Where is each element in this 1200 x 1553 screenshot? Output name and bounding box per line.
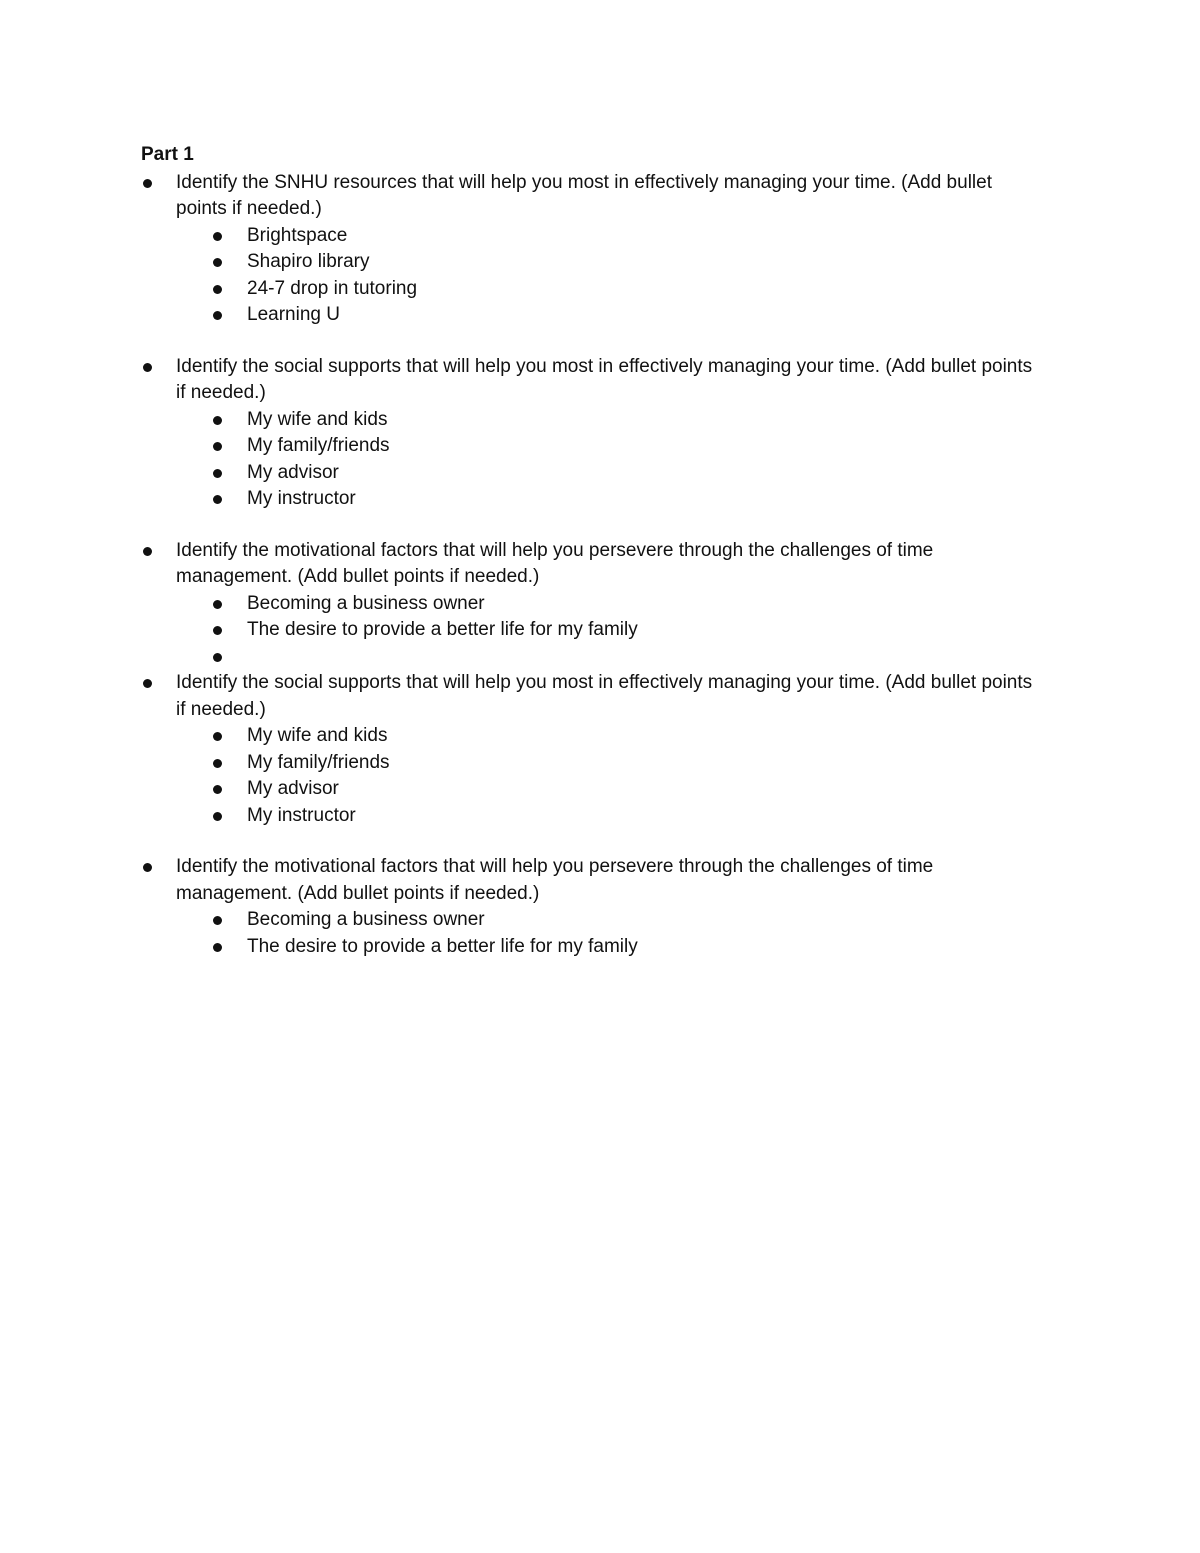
bullet-icon <box>143 863 152 872</box>
bullet-icon <box>143 179 152 188</box>
bullet-icon <box>213 416 222 425</box>
section-5 <box>141 854 1041 960</box>
list-item: The desire to provide a better life for my family <box>212 934 1041 961</box>
section-4 <box>141 670 1041 829</box>
list-item: Becoming a business owner <box>212 591 1041 618</box>
section-prompt: Identify the SNHU resources that will help you most in effectively managing your time. (Add bullet points if needed.) <box>176 171 992 219</box>
bullet-icon <box>143 363 152 372</box>
bullet-icon <box>213 285 222 294</box>
bullet-icon <box>213 258 222 267</box>
list-item-empty <box>212 644 1041 671</box>
list-item: Shapiro library <box>212 249 1041 276</box>
section-3 <box>141 538 1041 671</box>
list-item: My advisor <box>212 776 1041 803</box>
sub-list <box>176 723 1041 829</box>
bullet-icon <box>213 653 222 662</box>
list-item: My instructor <box>212 486 1041 513</box>
list-item: My wife and kids <box>212 407 1041 434</box>
bullet-icon <box>213 785 222 794</box>
bullet-icon <box>213 495 222 504</box>
sub-list <box>176 591 1041 671</box>
section-prompt: Identify the motivational factors that will help you persevere through the challenges of time management. (Add bullet points if needed.) <box>176 856 934 904</box>
bullet-icon <box>213 311 222 320</box>
section-prompt: Identify the motivational factors that will help you persevere through the challenges of time management. (Add bullet points if needed.) <box>176 539 934 587</box>
page-heading: Part 1 <box>141 144 194 165</box>
list-item: 24-7 drop in tutoring <box>212 276 1041 303</box>
list-item: My wife and kids <box>212 723 1041 750</box>
document-content <box>141 142 1041 960</box>
section-prompt: Identify the social supports that will help you most in effectively managing your time. (Add bullet points if needed.) <box>176 672 1033 720</box>
section-2 <box>141 354 1041 513</box>
bullet-icon <box>213 469 222 478</box>
list-item: Brightspace <box>212 223 1041 250</box>
bullet-icon <box>213 232 222 241</box>
list-item: My family/friends <box>212 750 1041 777</box>
list-item: Learning U <box>212 302 1041 329</box>
sub-list <box>176 223 1041 329</box>
section-prompt: Identify the social supports that will help you most in effectively managing your time. (Add bullet points if needed.) <box>176 355 1033 403</box>
sub-list <box>176 407 1041 513</box>
bullet-icon <box>213 943 222 952</box>
bullet-icon <box>213 812 222 821</box>
bullet-icon <box>143 547 152 556</box>
list-item: My instructor <box>212 803 1041 830</box>
sub-list <box>176 907 1041 960</box>
bullet-icon <box>213 626 222 635</box>
bullet-icon <box>213 759 222 768</box>
bullet-icon <box>143 679 152 688</box>
bullet-icon <box>213 600 222 609</box>
list-item: My family/friends <box>212 433 1041 460</box>
bullet-icon <box>213 916 222 925</box>
bullet-icon <box>213 442 222 451</box>
bullet-icon <box>213 732 222 741</box>
list-item: The desire to provide a better life for my family <box>212 617 1041 644</box>
list-item: Becoming a business owner <box>212 907 1041 934</box>
section-1 <box>141 170 1041 329</box>
list-item: My advisor <box>212 460 1041 487</box>
